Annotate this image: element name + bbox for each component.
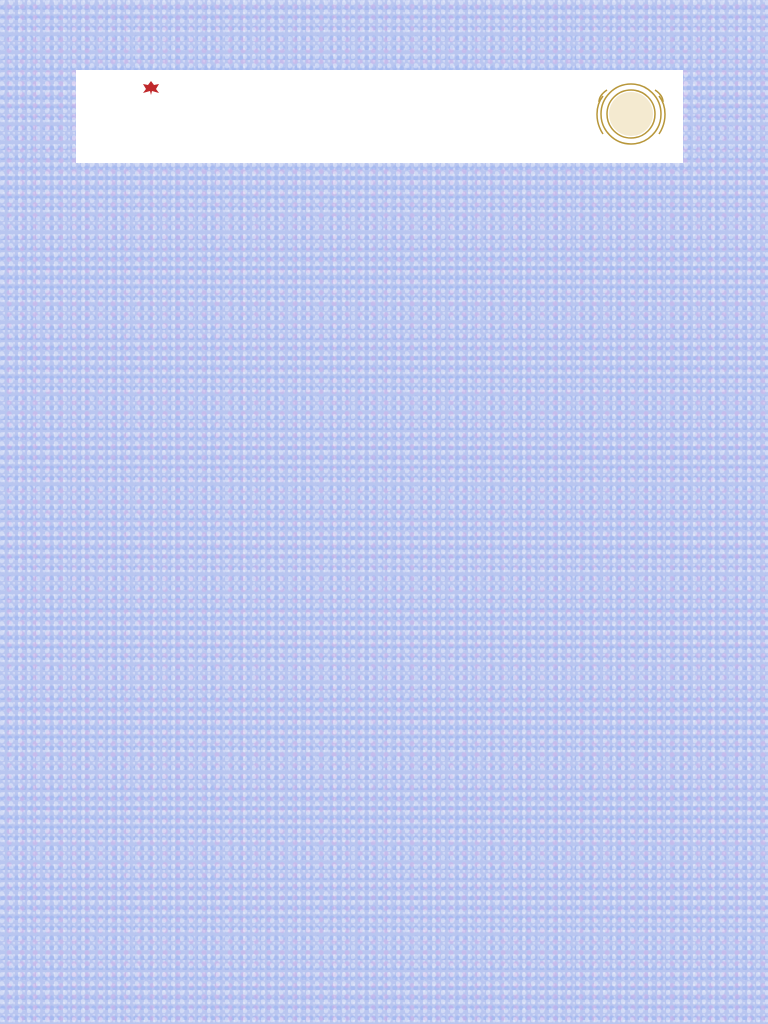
leaf-icon [142, 80, 160, 96]
vasal-group-logo [581, 76, 681, 162]
left-floral-border [30, 60, 70, 960]
vasal-crest-icon [581, 76, 681, 152]
ivy-world-school-logo [90, 78, 222, 156]
list-item [97, 336, 119, 357]
list-item [97, 369, 119, 390]
list-item [97, 302, 119, 323]
list-item [97, 403, 119, 424]
school-banner [76, 70, 683, 163]
top-floral-border [30, 28, 738, 68]
bottom-floral-border [30, 956, 738, 996]
right-floral-border [698, 60, 738, 960]
